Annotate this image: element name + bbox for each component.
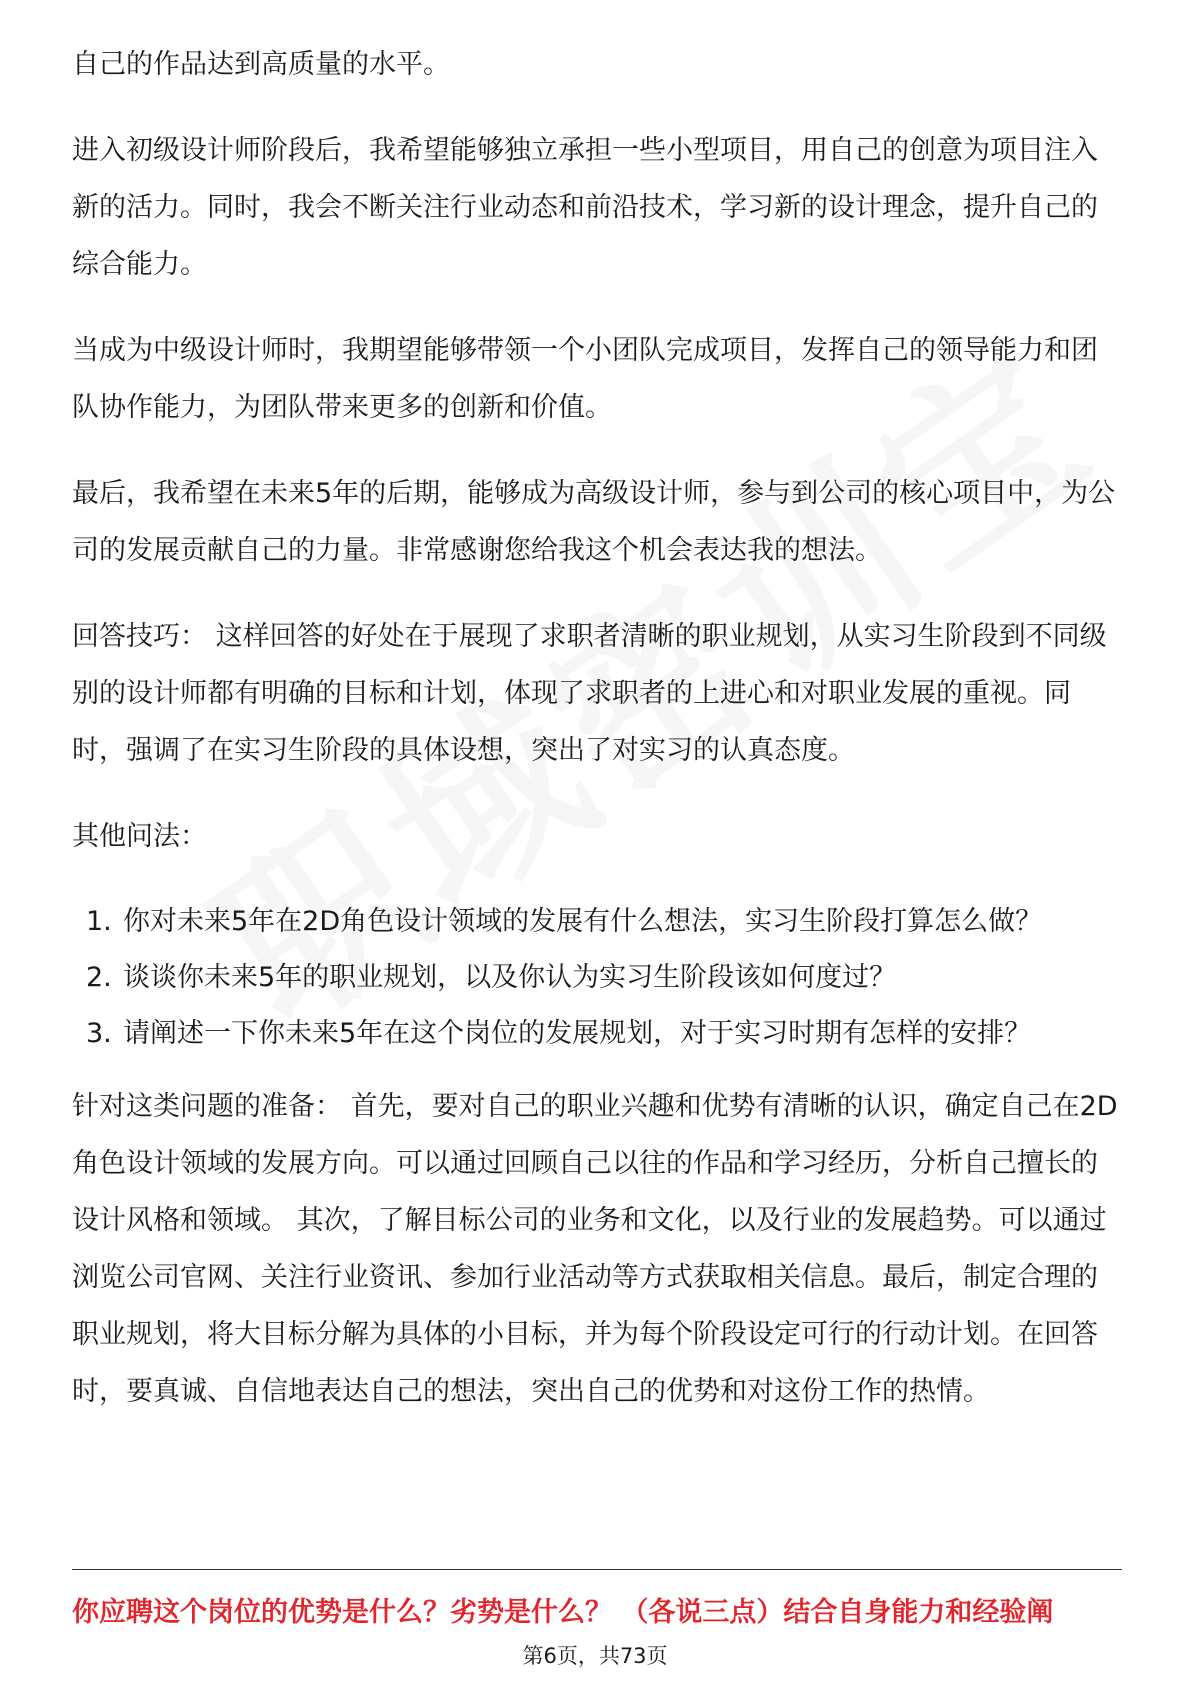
list-item-text: 你对未来5年在2D角色设计领域的发展有什么想法，实习生阶段打算怎么做？: [123, 906, 1043, 937]
paragraph: 最后，我希望在未来5年的后期，能够成为高级设计师，参与到公司的核心项目中，为公司的发展贡献自己的力量。非常感谢您给我这个机会表达我的想法。: [72, 478, 1116, 566]
other-questions-list: [72, 894, 1122, 1062]
paragraph: 当成为中级设计师时，我期望能够带领一个小团队完成项目，发挥自己的领导能力和团队协作能力，为团队带来更多的创新和价值。: [72, 335, 1098, 423]
list-item-text: 谈谈你未来5年的职业规划，以及你认为实习生阶段该如何度过？: [123, 962, 897, 993]
divider: [72, 1569, 1122, 1570]
page-number: 第6页，共73页: [522, 1644, 668, 1668]
paragraph: 自己的作品达到高质量的水平。: [72, 49, 450, 80]
answer-tips-paragraph: 回答技巧： 这样回答的好处在于展现了求职者清晰的职业规划，从实习生阶段到不同级别的设计师都有明确的目标和计划，体现了求职者的上进心和对职业发展的重视。同时，强调了在实习生阶段的具体设想，突出了对实习的认真态度。: [72, 621, 1107, 766]
list-item: [86, 894, 1122, 950]
list-item: [86, 1006, 1122, 1062]
list-item-number: 3.: [86, 1018, 112, 1049]
list-item-number: 1.: [86, 906, 112, 937]
preparation-paragraph: 针对这类问题的准备： 首先，要对自己的职业兴趣和优势有清晰的认识，确定自己在2D角色设计领域的发展方向。可以通过回顾自己以往的作品和学习经历，分析自己擅长的设计风格和领域。 其次，了解目标公司的业务和文化，以及行业的发展趋势。可以通过浏览公司官网、关注行业资讯、参加行业活动等方式获取相关信息。最后，制定合理的职业规划，将大目标分解为具体的小目标，并为每个阶段设定可行的行动计划。在回答时，要真诚、自信地表达自己的想法，突出自己的优势和对这份工作的热情。: [72, 1091, 1118, 1407]
next-question-heading: 你应聘这个岗位的优势是什么？劣势是什么？ （各说三点）结合自身能力和经验阐: [72, 1597, 1054, 1628]
page-content: [72, 36, 1122, 1449]
paragraph: 进入初级设计师阶段后，我希望能够独立承担一些小型项目，用自己的创意为项目注入新的活力。同时，我会不断关注行业动态和前沿技术，学习新的设计理念，提升自己的综合能力。: [72, 135, 1098, 280]
list-item: [86, 950, 1122, 1006]
list-item-text: 请阐述一下你未来5年在这个岗位的发展规划，对于实习时期有怎样的安排？: [123, 1018, 1032, 1049]
other-questions-heading: 其他问法：: [72, 821, 207, 852]
list-item-number: 2.: [86, 962, 112, 993]
